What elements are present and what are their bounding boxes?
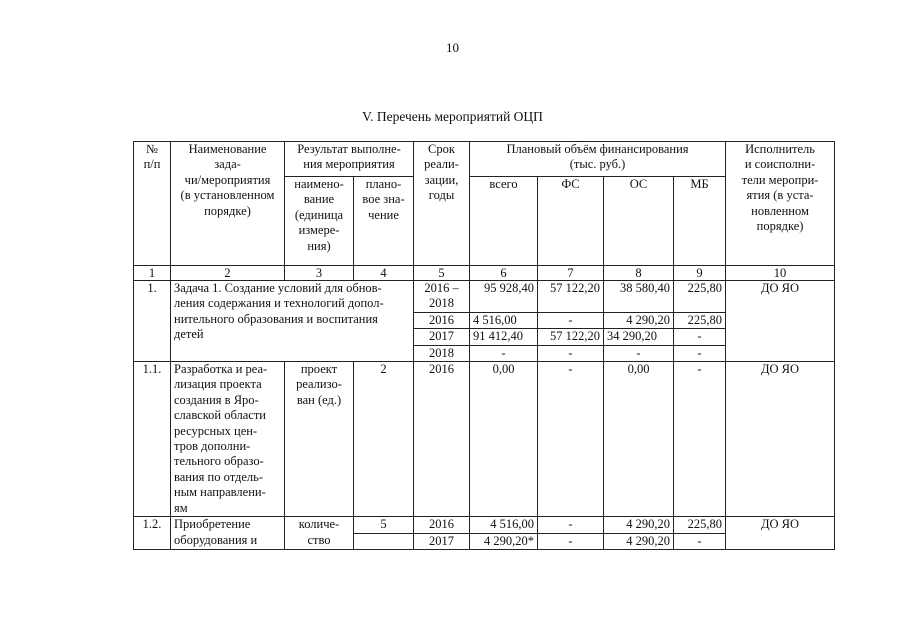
fs-cell: - xyxy=(538,362,604,517)
fs-cell: 57 122,20 xyxy=(538,281,604,313)
os-cell: 38 580,40 xyxy=(604,281,674,313)
result-name-cell: количе- ство xyxy=(285,517,354,550)
column-number: 8 xyxy=(604,266,674,281)
total-cell: 0,00 xyxy=(470,362,538,517)
fs-cell: - xyxy=(538,517,604,533)
executor-cell: ДО ЯО xyxy=(726,517,835,550)
os-cell: 34 290,20 xyxy=(604,329,674,345)
total-cell: 4 290,20* xyxy=(470,533,538,549)
row-number: 1.1. xyxy=(134,362,171,517)
term-cell: 2016 xyxy=(414,517,470,533)
total-cell: - xyxy=(470,345,538,361)
header-total: всего xyxy=(470,177,538,266)
activity-name: Приобретение оборудования и xyxy=(171,517,285,550)
executor-cell: ДО ЯО xyxy=(726,362,835,517)
os-cell: 4 290,20 xyxy=(604,517,674,533)
result-value-cell: 2 xyxy=(354,362,414,517)
total-cell: 95 928,40 xyxy=(470,281,538,313)
header-name: Наименование зада- чи/мероприятия (в установленном порядке) xyxy=(171,142,285,266)
fs-cell: - xyxy=(538,345,604,361)
column-number: 10 xyxy=(726,266,835,281)
mb-cell: 225,80 xyxy=(674,281,726,313)
result-value-cell xyxy=(354,533,414,549)
page-number: 10 xyxy=(446,40,459,55)
header-os: ОС xyxy=(604,177,674,266)
term-cell: 2016 xyxy=(414,312,470,328)
result-value-cell: 5 xyxy=(354,517,414,533)
term-cell: 2016 xyxy=(414,362,470,517)
header-executor: Исполнитель и соисполни- тели меропри- ятия (в уста- новленном порядке) xyxy=(726,142,835,266)
fs-cell: - xyxy=(538,533,604,549)
fs-cell: 57 122,20 xyxy=(538,329,604,345)
total-cell: 91 412,40 xyxy=(470,329,538,345)
header-result-name: наимено- вание (единица измере- ния) xyxy=(285,177,354,266)
header-row xyxy=(134,142,835,177)
mb-cell: 225,80 xyxy=(674,517,726,533)
row-number: 1.2. xyxy=(134,517,171,550)
header-fs: ФС xyxy=(538,177,604,266)
column-number: 2 xyxy=(171,266,285,281)
total-cell: 4 516,00 xyxy=(470,312,538,328)
task-name: Задача 1. Создание условий для обнов- ления содержания и технологий допол- нительного образования и воспитания детей xyxy=(171,281,414,362)
table-row xyxy=(134,517,835,533)
os-cell: 0,00 xyxy=(604,362,674,517)
row-number: 1. xyxy=(134,281,171,362)
column-number: 5 xyxy=(414,266,470,281)
header-result: Результат выполне- ния мероприятия xyxy=(285,142,414,177)
activities-table xyxy=(133,141,835,550)
os-cell: 4 290,20 xyxy=(604,312,674,328)
header-result-value: плано- вое зна- чение xyxy=(354,177,414,266)
table-row xyxy=(134,362,835,517)
total-cell: 4 516,00 xyxy=(470,517,538,533)
header-financing: Плановый объём финансирования (тыс. руб.) xyxy=(470,142,726,177)
header-number: № п/п xyxy=(134,142,171,266)
header-term: Срок реали- зации, годы xyxy=(414,142,470,266)
activity-name: Разработка и реа- лизация проекта создания в Яро- славской области ресурсных цен- тров дополни- тельного образо- вания по отдель- ным направлени- ям xyxy=(171,362,285,517)
column-number: 9 xyxy=(674,266,726,281)
section-title: V. Перечень мероприятий ОЦП xyxy=(362,109,543,124)
column-number: 3 xyxy=(285,266,354,281)
column-number: 7 xyxy=(538,266,604,281)
executor-cell: ДО ЯО xyxy=(726,281,835,362)
term-cell: 2018 xyxy=(414,345,470,361)
term-cell: 2017 xyxy=(414,533,470,549)
table-row xyxy=(134,281,835,313)
term-cell: 2017 xyxy=(414,329,470,345)
mb-cell: - xyxy=(674,533,726,549)
header-mb: МБ xyxy=(674,177,726,266)
os-cell: 4 290,20 xyxy=(604,533,674,549)
column-number: 6 xyxy=(470,266,538,281)
os-cell: - xyxy=(604,345,674,361)
result-name-cell: проект реализо- ван (ед.) xyxy=(285,362,354,517)
column-number: 1 xyxy=(134,266,171,281)
column-number: 4 xyxy=(354,266,414,281)
mb-cell: - xyxy=(674,345,726,361)
term-cell: 2016 – 2018 xyxy=(414,281,470,313)
mb-cell: - xyxy=(674,362,726,517)
mb-cell: - xyxy=(674,329,726,345)
fs-cell: - xyxy=(538,312,604,328)
column-numbers-row xyxy=(134,266,835,281)
mb-cell: 225,80 xyxy=(674,312,726,328)
